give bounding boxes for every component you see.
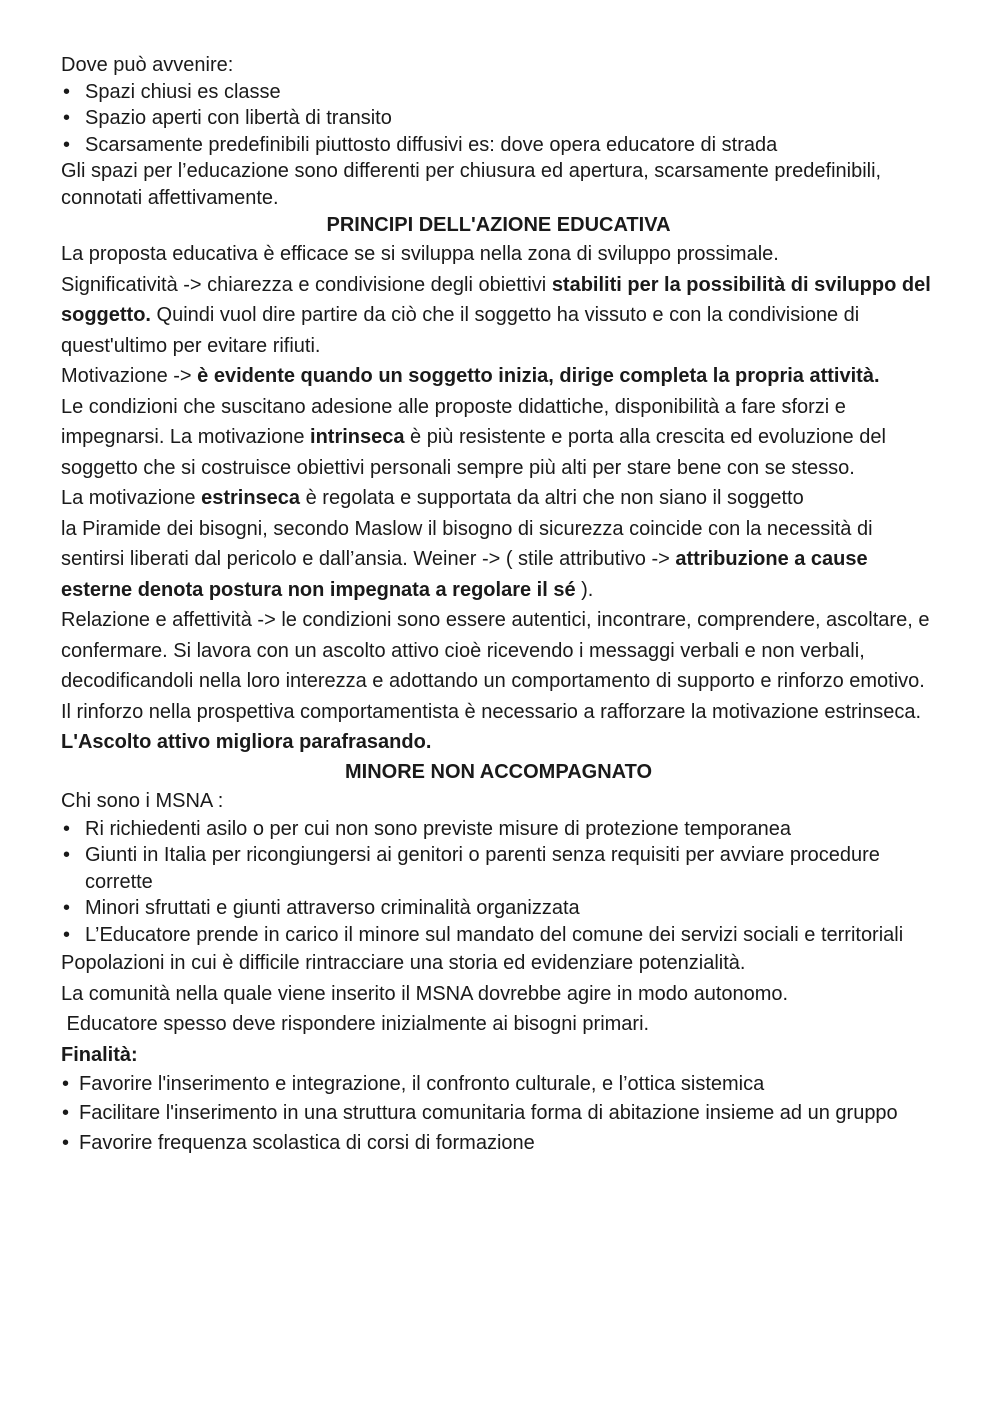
text-run: La motivazione xyxy=(61,487,202,509)
list-item: • Giunti in Italia per ricongiungersi ai genitori o parenti senza requisiti per avviare procedure corrette xyxy=(61,842,936,895)
bold-text: attribuzione a cause esterne denota postura non impegnata a regolare il sé xyxy=(61,548,868,601)
text-run: Significatività -> chiarezza e condivisione degli obiettivi xyxy=(61,273,552,296)
msna-list xyxy=(61,816,936,949)
principles-paragraph: La proposta educativa è efficace se si sviluppa nella zona di sviluppo prossimale. xyxy=(61,243,779,265)
list-item: • Favorire frequenza scolastica di corsi di formazione xyxy=(61,1129,936,1159)
spaces-list xyxy=(61,79,936,159)
text-run: ). xyxy=(575,578,594,601)
text-run: Motivazione -> xyxy=(61,365,198,387)
list-item: • Favorire l'inserimento e integrazione, il confronto culturale, e l’ottica sistemica xyxy=(61,1070,936,1100)
list-item: • Spazio aperti con libertà di transito xyxy=(61,105,936,132)
text-run: è più resistente e porta alla crescita ed evoluzione del soggetto che si costruisce obiettivi personali sempre più alti per stare bene con se stesso. xyxy=(61,426,886,479)
estrinseca-paragraph xyxy=(61,483,936,514)
text-run: Relazione e affettività -> le condizioni sono essere autentici, incontrare, comprendere, ascoltare, e confermare. Si lavora con un ascolto attivo cioè ricevendo i messaggi verbali e non verbali, decodificandoli nella loro interezza e adottando un comportamento di supporto e rinforzo emotivo. Il rinforzo nella prospettiva comportamentista è necessario a rafforzare la motivazione estrinseca. xyxy=(61,609,930,723)
list-item: • Scarsamente predefinibili piuttosto diffusivi es: dove opera educatore di strada xyxy=(61,132,936,159)
text-run: è regolata e supportata da altri che non siano il soggetto xyxy=(300,487,804,509)
msna-heading: MINORE NON ACCOMPAGNATO xyxy=(344,760,653,783)
msna-paragraph: Educatore spesso deve rispondere inizialmente ai bisogni primari. xyxy=(61,1013,650,1035)
condizioni-paragraph xyxy=(61,392,936,484)
bold-text: stabiliti per la possibilità di sviluppo del soggetto. xyxy=(61,273,931,326)
text-run: Quindi vuol dire partire da ciò che il soggetto ha vissuto e con la condivisione di quest'ultimo per evitare rifiuti. xyxy=(61,304,860,357)
msna-section xyxy=(61,758,936,1159)
list-item: • Ri richiedenti asilo o per cui non sono previste misure di protezione temporanea xyxy=(61,816,936,843)
maslow-paragraph xyxy=(61,514,936,606)
spaces-intro: Dove può avvenire: xyxy=(61,54,234,76)
msna-paragraph: La comunità nella quale viene inserito il MSNA dovrebbe agire in modo autonomo. xyxy=(61,982,789,1005)
list-item: • Minori sfruttati e giunti attraverso criminalità organizzata xyxy=(61,895,936,922)
finalita-heading: Finalità: xyxy=(61,1043,138,1066)
principles-section xyxy=(61,211,936,758)
finalita-list xyxy=(61,1070,936,1159)
msna-paragraph: Popolazioni in cui è difficile rintracciare una storia ed evidenziare potenzialità. xyxy=(61,952,746,974)
significativita-paragraph xyxy=(61,270,936,362)
principles-heading: PRINCIPI DELL'AZIONE EDUCATIVA xyxy=(326,214,671,236)
motivazione-paragraph xyxy=(61,361,936,392)
text-run: Le condizioni che suscitano adesione alle proposte didattiche, disponibilità a fare sforzi e impegnarsi. La motivazione xyxy=(61,395,846,448)
bold-text: è evidente quando un soggetto inizia, dirige completa la propria attività. xyxy=(197,365,880,387)
spaces-summary: Gli spazi per l’educazione sono differenti per chiusura ed apertura, scarsamente predefinibili, connotati affettivamente. xyxy=(61,160,882,209)
bold-text: L'Ascolto attivo migliora parafrasando. xyxy=(61,731,432,753)
list-item: • Facilitare l'inserimento in una struttura comunitaria forma di abitazione insieme ad un gruppo xyxy=(61,1099,936,1129)
bold-text: intrinseca xyxy=(310,426,405,448)
list-item: • L’Educatore prende in carico il minore sul mandato del comune dei servizi sociali e territoriali xyxy=(61,922,936,949)
msna-intro: Chi sono i MSNA : xyxy=(61,789,224,812)
bold-text: estrinseca xyxy=(201,487,301,509)
text-run: la Piramide dei bisogni, secondo Maslow il bisogno di sicurezza coincide con la necessità di sentirsi liberati dal pericolo e dall’ansia. Weiner -> ( stile attributivo -> xyxy=(61,517,873,570)
list-item: • Spazi chiusi es classe xyxy=(61,79,936,106)
spaces-section xyxy=(61,52,936,211)
relazione-paragraph xyxy=(61,605,936,758)
